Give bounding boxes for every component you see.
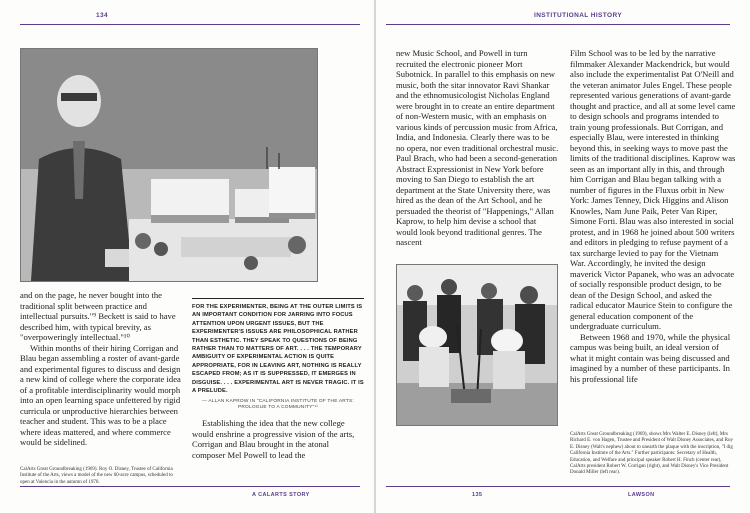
photo-disney-model [20, 48, 318, 282]
paragraph: new Music School, and Powell in turn recruited the electronic pioneer Mort Subotnick. In parallel to this emphasis on new music, both the sitar innovator Ravi Shankar and the ethnomusicologist Nicholas England were brought in to create an entire department of non-Western music, with an emphasis on various kinds of percussion music from Africa, India, and Indonesia. Clearly there was to be no opera, nor even traditional orchestral music. Paul Brach, who had been a second-generation Abstract Expressionist in New York before moving to San Diego to establish the art department at the State University there, was hired as the dean of the Art School, and he persuaded the theorist of "Happenings," Allan Kaprow, to help him devise a school that would look beyond traditional genres. The nascent [396, 48, 559, 247]
pull-quote-attribution: — ALLAN KAPROW IN "CALIFORNIA INSTITUTE OF THE ARTS: PROLOGUE TO A COMMUNITY"¹¹ [202, 399, 354, 411]
pull-quote [192, 298, 364, 411]
paragraph: Film School was to be led by the narrative filmmaker Alexander Mackendrick, but would also include the experimentalist Pat O'Neill and the veteran animator Jules Engel. These people represented various generations of avant-garde thought and practice, and all at some level came to design schools and programs intended to train young professionals. But Corrigan, and especially Blau, were interested in thinking beyond this, in seeking ways to move past the limits of the traditional disciplines. Kaprow was seen as an important ally in this, and through him Corrigan and Blau began talking with a number of figures in the Fluxus orbit in New York: James Tenney, Dick Higgins and Alison Knowles, Nam June Paik, Peter Van Riper, Simone Forti. Blau was also interested in social protest, and in 1968 he joined about 500 writers and editors in pledging to refuse payment of a tax surcharge levied to pay for the Vietnam War. Accordingly, he invited the design maverick Victor Papanek, who was an advocate of socially responsible product design, to be dean of the Design School, and asked the radical educator Maurice Stein to configure the general education component of the undergraduate curriculum. [570, 48, 736, 331]
photo-groundbreaking-image [397, 265, 557, 425]
footer-author: LAWSON [628, 492, 655, 498]
section-title-right: INSTITUTIONAL HISTORY [534, 12, 623, 19]
photo-caption-groundbreaking: CalArts Great Groundbreaking (1969), shows Mrs Walter E. Disney (left), Mrs Richard E. von Hagen, Trustee and President of Walt Disney Associates, and Roy E. Disney (Walt's nephew) about to unearth the plaque with the inscription, "I dig California Institute of the Arts." Further participants: Secretary of Health, Education, and Welfare and principal speaker Robert H. Finch (center rear), CalArts president Robert W. Corrigan (right), and Walt Disney's Vice President Donald Miller (left rear). [570, 432, 733, 476]
footer-book-title: A CALARTS STORY [252, 492, 310, 498]
header-rule-right [386, 24, 730, 25]
footer-rule-left [20, 486, 360, 487]
page-number-right: 135 [472, 492, 483, 498]
page-number-left: 134 [96, 12, 109, 19]
left-column-two-text [192, 418, 364, 460]
right-column-two-text [570, 48, 736, 384]
paragraph: Within months of their hiring Corrigan and Blau began assembling a roster of avant-garde and experimental figures to discuss and design a new kind of college where the corporate idea of a profitable interdisciplinarity would morph into an open learning space unfettered by rigid curricula or unproductive hierarchies between teacher and student. This was to be a place where ideas mattered, and where commerce would be sidelined. [20, 342, 181, 447]
footer-rule-right [386, 486, 730, 487]
paragraph: Establishing the idea that the new college would enshrine a progressive vision of the arts, Corrigan and Blau brought in the atonal composer Mel Powell to lead the [192, 418, 355, 460]
right-page [376, 0, 750, 513]
photo-caption-disney-model: CalArts Great Groundbreaking (1969). Roy O. Disney, Trustee of California Institute of the Arts, views a model of the new 60-acre campus, scheduled to open at Valencia in the autumn of 1970. [20, 467, 173, 485]
left-page [0, 0, 374, 513]
left-body-text [20, 290, 182, 448]
photo-disney-model-image [21, 49, 317, 281]
paragraph: and on the page, he never bought into the traditional split between practice and intellectual pursuits."⁹ Beckett is said to have described him, with typical brevity, as "overpoweringly intellectual."¹⁰ [20, 290, 176, 342]
photo-groundbreaking [396, 264, 558, 426]
header-rule-left [20, 24, 360, 25]
paragraph: Between 1968 and 1970, while the physical campus was being built, an ideal version of what it might contain was being discussed and imagined by a number of these participants. In his professional life [570, 331, 731, 384]
pull-quote-text: FOR THE EXPERIMENTER, BEING AT THE OUTER LIMITS IS AN IMPORTANT CONDITION FOR JARRING INTO FOCUS ATTENTION UPON URGENT ISSUES, BUT THE EXPERIMENTER'S ISSUES ARE PHILOSOPHICAL RATHER THAN ESTHETIC. THEY SPEAK TO QUESTIONS OF BEING RATHER THAN TO MATTERS OF ART. . . . THE TEMPORARY AMBIGUITY OF EXPERIMENTAL ACTION IS QUITE APPROPRIATE, FOR IN LEAVING ART, NOTHING IS REALLY ESCAPED FROM; AS IT IS SUPPRESSED, IT EMERGES IN DISGUISE. . . . EXPERIMENTAL ART IS NEVER TRAGIC. IT IS A PRELUDE. [192, 304, 364, 395]
right-column-one-text [396, 48, 559, 248]
